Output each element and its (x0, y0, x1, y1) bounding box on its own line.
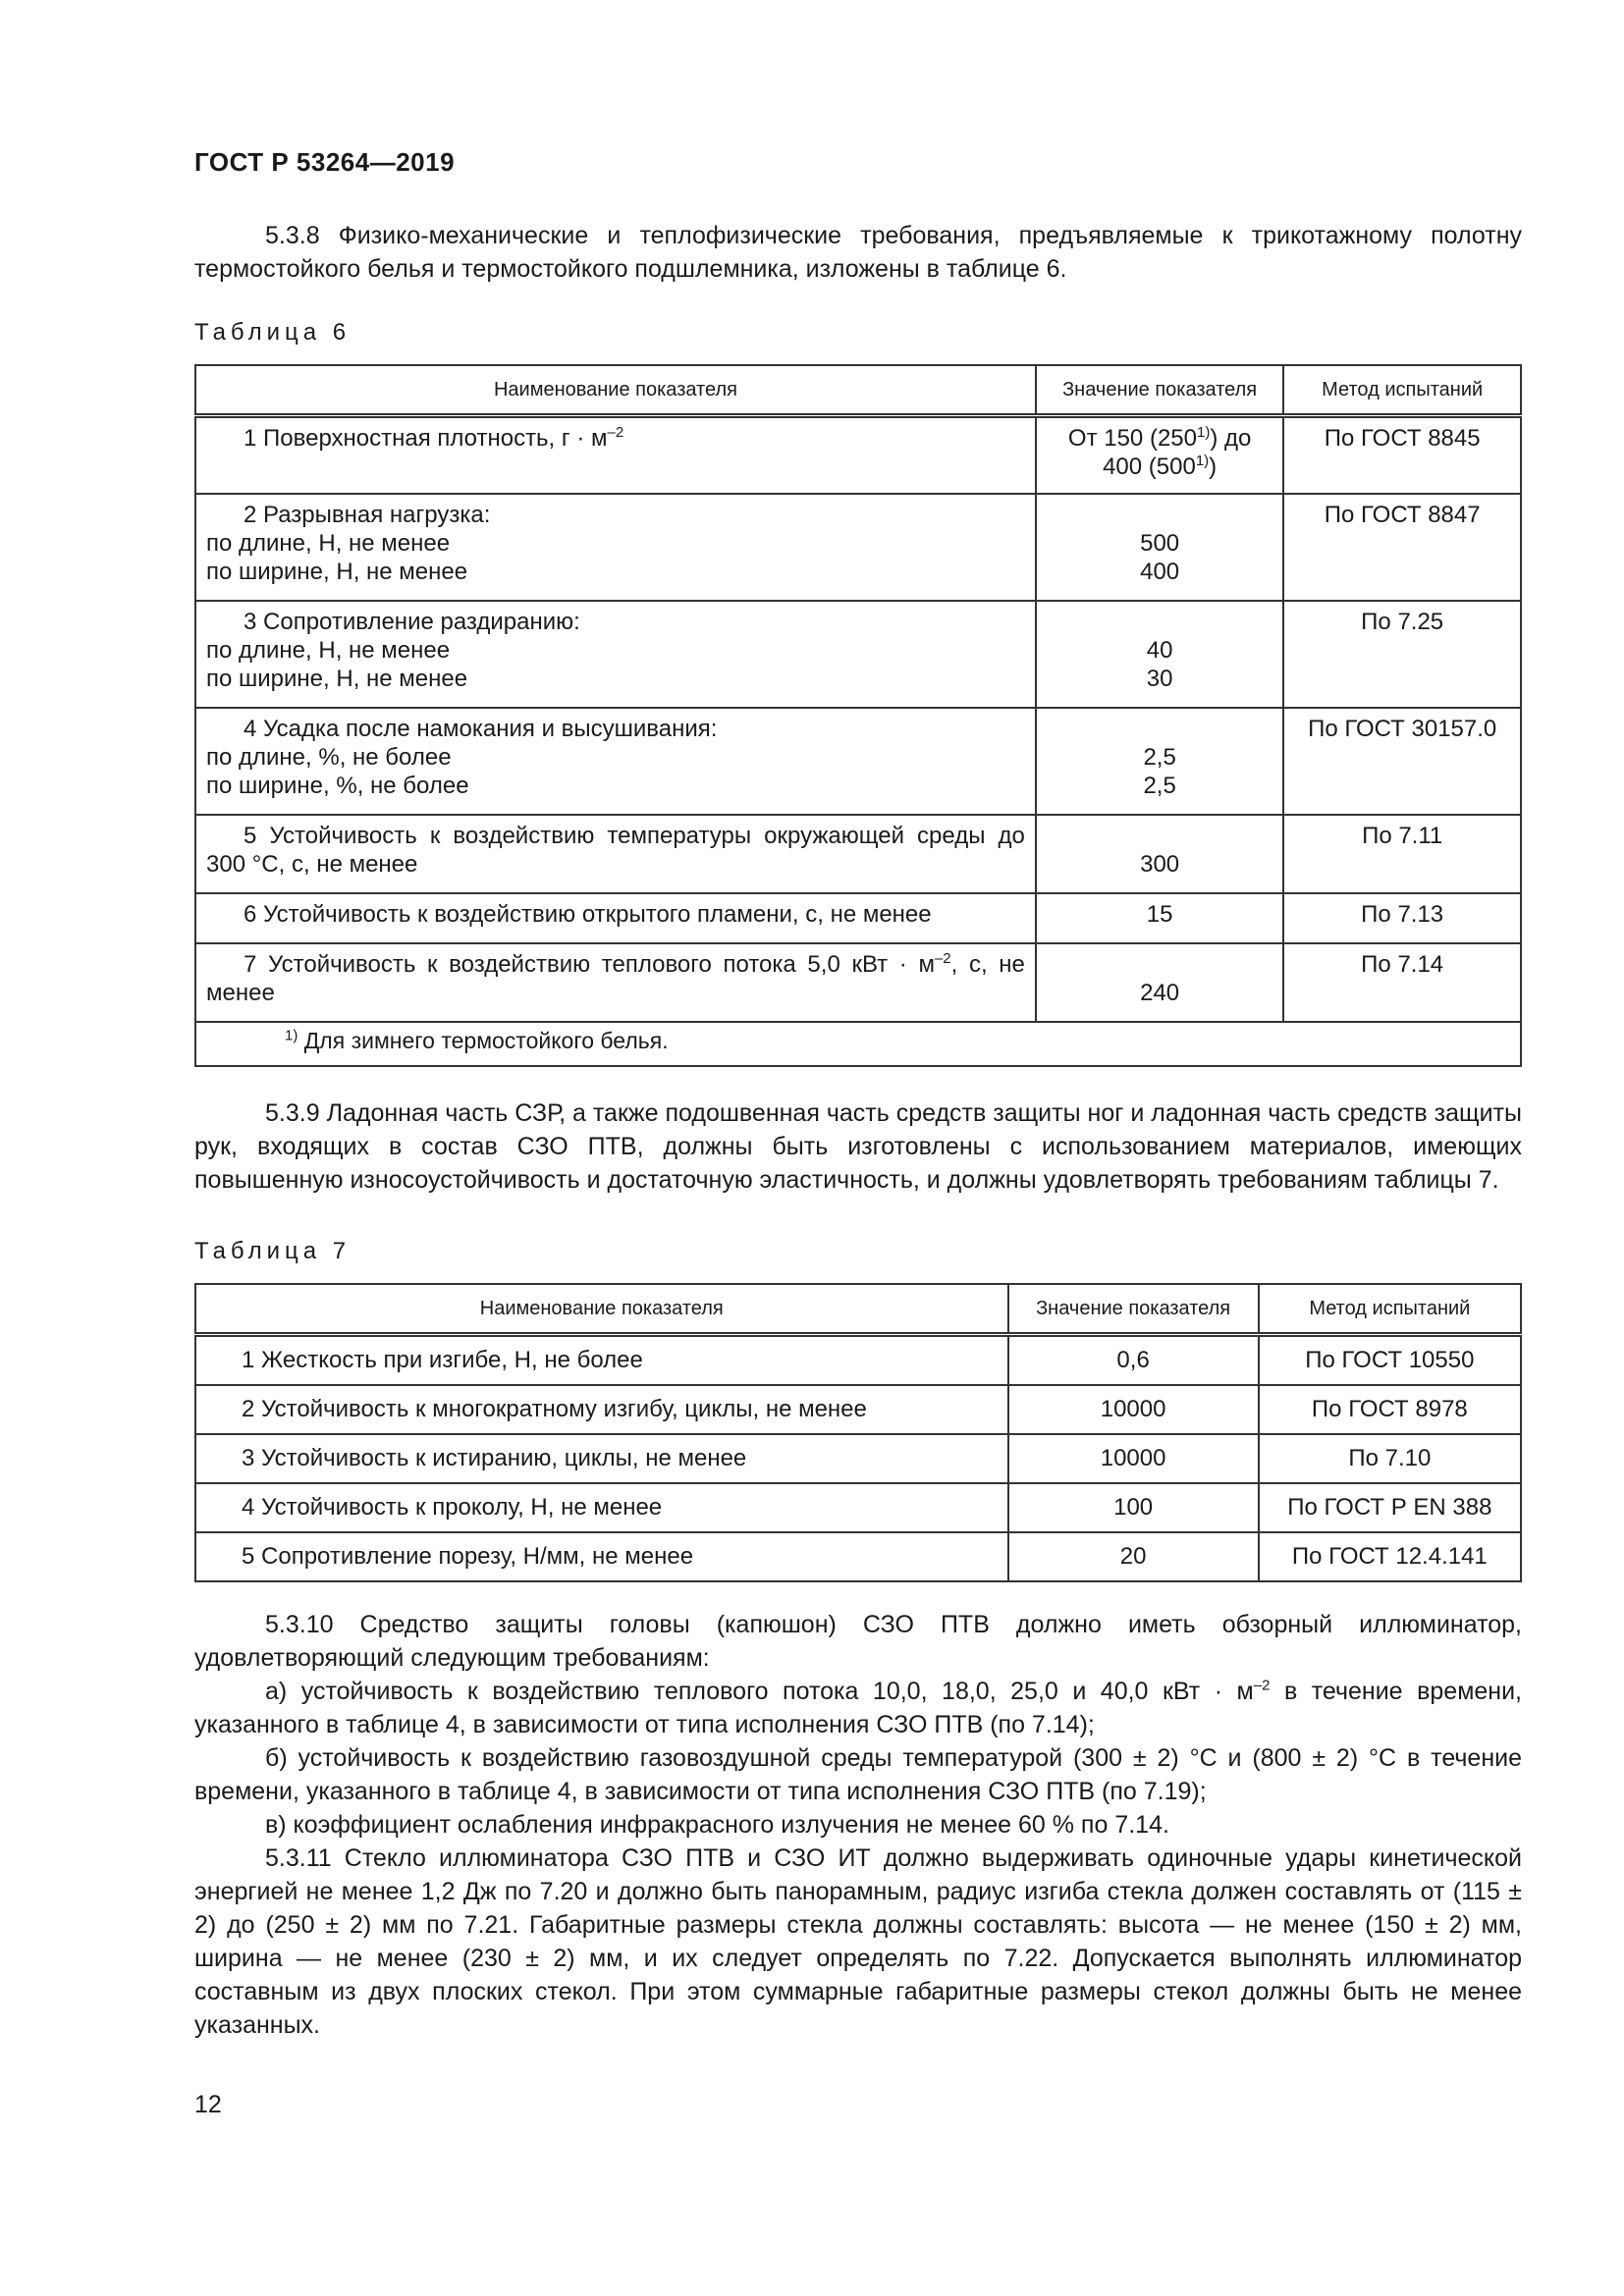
row-name: 1 Жесткость при изгибе, Н, не более (195, 1335, 1008, 1386)
table-7-caption: Таблица 7 (194, 1238, 352, 1264)
row-name: 1 Поверхностная плотность, $г \cdot м^{-2}$ (195, 416, 1036, 495)
row-method: По 7.11 (1283, 815, 1521, 893)
table-6-caption: Таблица 6 (194, 319, 352, 346)
table-6 (194, 364, 1522, 1067)
row-value: 2,5 2,5 (1036, 708, 1283, 815)
page-number: 12 (194, 2091, 222, 2118)
table-row (195, 1483, 1521, 1532)
table-row (195, 815, 1521, 893)
column-header-method: Метод испытаний (1259, 1284, 1521, 1335)
table-row (195, 1434, 1521, 1483)
row-method: По ГОСТ 8845 (1283, 416, 1521, 495)
table-header-row (195, 1284, 1521, 1335)
table-row (195, 708, 1521, 815)
row-method: По 7.10 (1259, 1434, 1521, 1483)
row-value: 240 (1036, 943, 1283, 1022)
row-value: 500 400 (1036, 494, 1283, 601)
row-value: 300 (1036, 815, 1283, 893)
document-page (194, 147, 1522, 2042)
row-method: По 7.14 (1283, 943, 1521, 1022)
table-footnote: $^{1)}$ Для зимнего термостойкого белья. (195, 1022, 1521, 1066)
table-row (195, 893, 1521, 943)
clause-5-3-10-item-b: б) устойчивость к воздействию газовоздушной среды температурой (300 ± 2) °С и (800 ± 2) °С в течение времени, указанного в таблице 4, в зависимости от типа исполнения СЗО ПТВ (по 7.19); (194, 1744, 1522, 1805)
row-value: 100 (1008, 1483, 1259, 1532)
clause-5-3-8: 5.3.8 Физико-механические и теплофизические требования, предъявляемые к трикотажному полотну термостойкого белья и термостойкого подшлемника, изложены в таблице 6. (194, 222, 1522, 283)
row-name: 7 Устойчивость к воздействию теплового потока 5,0 кВт · $м^{-2}$, с, не менее (195, 943, 1036, 1022)
column-header-name: Наименование показателя (195, 1284, 1008, 1335)
row-name: 6 Устойчивость к воздействию открытого пламени, с, не менее (195, 893, 1036, 943)
clause-5-3-10: 5.3.10 Средство защиты головы (капюшон) СЗО ПТВ должно иметь обзорный иллюминатор, удовлетворяющий следующим требованиям: (194, 1611, 1522, 1672)
row-method: По ГОСТ 8978 (1259, 1385, 1521, 1434)
table-row (195, 416, 1521, 495)
row-name: 3 Устойчивость к истиранию, циклы, не менее (195, 1434, 1008, 1483)
table-row (195, 1335, 1521, 1386)
row-method: По 7.25 (1283, 601, 1521, 708)
row-name: 3 Сопротивление раздиранию: по длине, Н, не менее по ширине, Н, не менее (195, 601, 1036, 708)
row-name: 5 Сопротивление порезу, Н/мм, не менее (195, 1532, 1008, 1581)
row-method: По ГОСТ 30157.0 (1283, 708, 1521, 815)
clause-5-3-11: 5.3.11 Стекло иллюминатора СЗО ПТВ и СЗО ИТ должно выдерживать одиночные удары кинетической энергией не менее 1,2 Дж по 7.20 и должно быть панорамным, радиус изгиба стекла должен составлять от (115 ± 2) до (250 ± 2) мм по 7.21. Габаритные размеры стекла должны составлять: высота — не менее (150 ± 2) мм, ширина — не менее (230 ± 2) мм, и их следует определять по 7.22. Допускается выполнять иллюминатор составным из двух плоских стекол. При этом суммарные габаритные размеры стекол должны быть не менее указанных. (194, 1844, 1522, 2039)
row-name: 4 Устойчивость к проколу, Н, не менее (195, 1483, 1008, 1532)
row-value: 40 30 (1036, 601, 1283, 708)
table-footnote-row (195, 1022, 1521, 1066)
clause-5-3-9: 5.3.9 Ладонная часть СЗР, а также подошвенная часть средств защиты ног и ладонная часть средств защиты рук, входящих в состав СЗО ПТВ, должны быть изготовлены с использованием материалов, имеющих повышенную износоустойчивость и достаточную эластичность, и должны удовлетворять требованиям таблицы 7. (194, 1099, 1522, 1194)
column-header-method: Метод испытаний (1283, 365, 1521, 416)
row-name: 4 Усадка после намокания и высушивания: по длине, %, не более по ширине, %, не более (195, 708, 1036, 815)
row-method: По 7.13 (1283, 893, 1521, 943)
row-name: 2 Разрывная нагрузка: по длине, Н, не менее по ширине, Н, не менее (195, 494, 1036, 601)
column-header-value: Значение показателя (1008, 1284, 1259, 1335)
row-name: 2 Устойчивость к многократному изгибу, циклы, не менее (195, 1385, 1008, 1434)
table-row (195, 943, 1521, 1022)
row-value: 20 (1008, 1532, 1259, 1581)
table-row (195, 1385, 1521, 1434)
table-header-row (195, 365, 1521, 416)
row-value: 10000 (1008, 1385, 1259, 1434)
row-method: По ГОСТ 12.4.141 (1259, 1532, 1521, 1581)
table-row (195, 494, 1521, 601)
column-header-name: Наименование показателя (195, 365, 1036, 416)
document-code: ГОСТ Р 53264—2019 (194, 147, 456, 177)
column-header-value: Значение показателя (1036, 365, 1283, 416)
row-value: От 150 (250$^{1)}$) до 400 (500$^{1)}$) (1036, 416, 1283, 495)
clause-5-3-10-item-c: в) коэффициент ослабления инфракрасного излучения не менее 60 % по 7.14. (265, 1811, 1169, 1839)
row-method: По ГОСТ Р EN 388 (1259, 1483, 1521, 1532)
row-value: 15 (1036, 893, 1283, 943)
row-value: 0,6 (1008, 1335, 1259, 1386)
table-7 (194, 1283, 1522, 1582)
row-name: 5 Устойчивость к воздействию температуры окружающей среды до 300 °С, с, не менее (195, 815, 1036, 893)
table-row (195, 1532, 1521, 1581)
row-method: По ГОСТ 8847 (1283, 494, 1521, 601)
row-value: 10000 (1008, 1434, 1259, 1483)
table-row (195, 601, 1521, 708)
row-method: По ГОСТ 10550 (1259, 1335, 1521, 1386)
clause-5-3-10-item-a: а) устойчивость к воздействию теплового потока 10,0, 18,0, 25,0 и 40,0 кВт · $м^{-2}$ в течение времени, указанного в таблице 4, в зависимости от типа исполнения СЗО ПТВ (по 7.14); (194, 1677, 1522, 1738)
